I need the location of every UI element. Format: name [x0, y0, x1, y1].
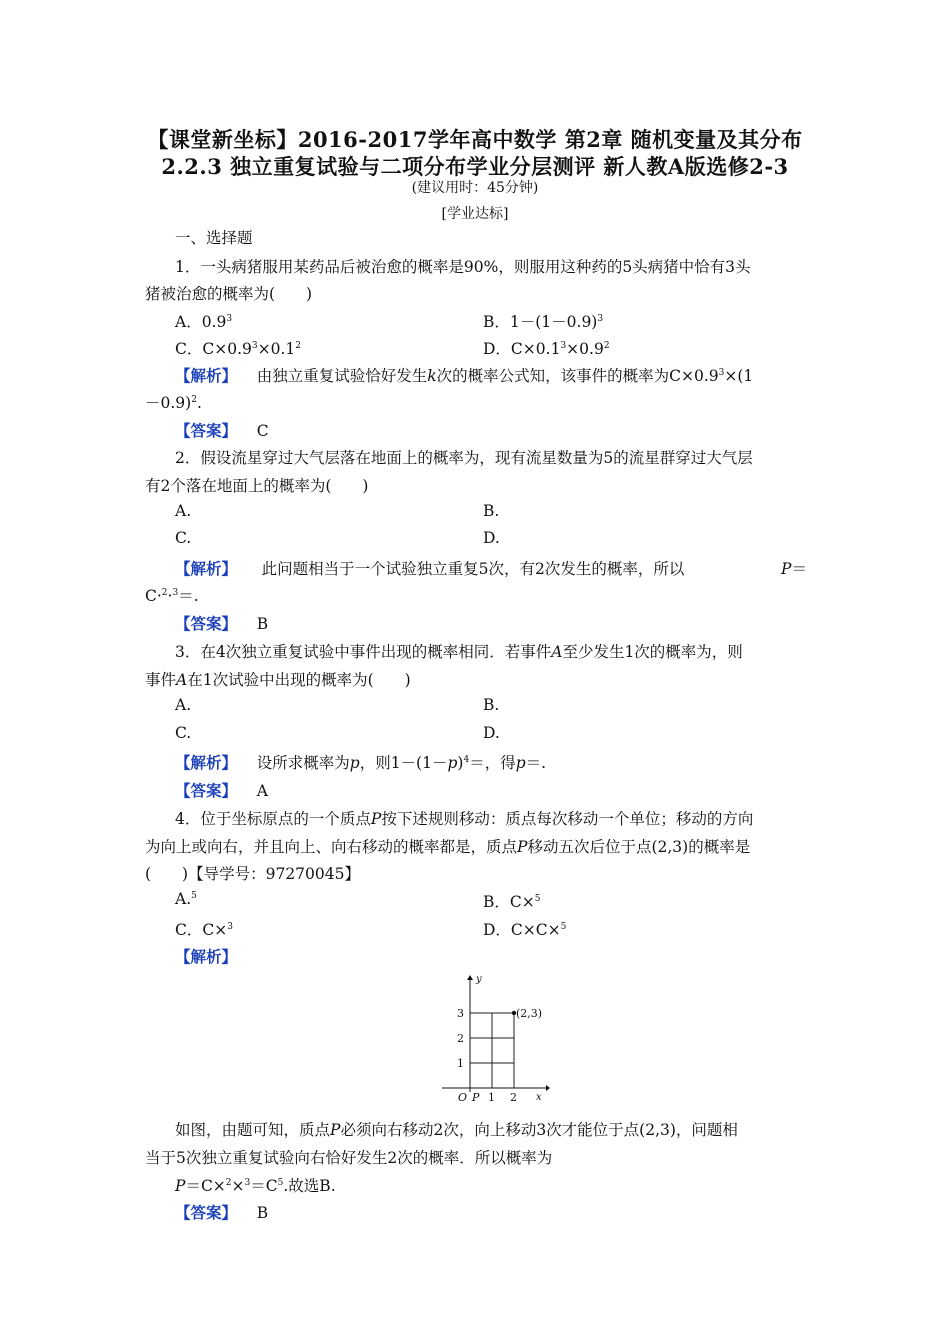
- x-axis-arrow-icon: [546, 1085, 550, 1091]
- y-axis-arrow-icon: [467, 975, 473, 980]
- q1-analysis: 【解析】 由独立重复试验恰好发生k次的概率公式知，该事件的概率为$C\times 0.9^3\times(1$: [175, 366, 754, 385]
- q3-analysis: 【解析】 设所求概率为p，则$1-(1-p)^4=$，得p＝.: [175, 753, 547, 772]
- grid-path-figure: [430, 972, 550, 1102]
- q1-option-a: A．$0.9^3$: [175, 313, 233, 331]
- q4-solution-line2: 当于5次独立重复试验向右恰好发生2次的概率．所以概率为: [145, 1149, 553, 1167]
- q4-option-b: B．C×$^5$: [483, 893, 541, 911]
- q3-option-c: C.: [175, 724, 192, 742]
- target-point-label: (2,3): [516, 1007, 543, 1020]
- level-heading: [学业达标]: [441, 206, 509, 222]
- q4-option-c: C．C×$^3$: [175, 921, 233, 939]
- q4-answer: 【答案】 B: [175, 1203, 269, 1222]
- point-p-label: P: [472, 1091, 480, 1102]
- y-tick-1: 1: [457, 1057, 464, 1070]
- answer-label: 【答案】: [175, 614, 238, 633]
- q4-option-d: D．C×C×$^5$: [483, 921, 567, 939]
- doc-title-line1: 【课堂新坐标】2016-2017学年高中数学 第2章 随机变量及其分布: [147, 127, 803, 152]
- answer-label: 【答案】: [175, 781, 238, 800]
- q2-stem-line2: 有2个落在地面上的概率为( ): [145, 477, 369, 495]
- q3-option-b: B.: [483, 696, 500, 714]
- q1-analysis-cont: －0.9)$^2$.: [145, 394, 202, 412]
- q1-option-b: B．$1-(1-0.9)^3$: [483, 313, 604, 331]
- q2-analysis-cont: C·$^2$·$^3$＝.: [145, 587, 199, 605]
- q4-stem-line1: 4．位于坐标原点的一个质点P按下述规则移动：质点每次移动一个单位；移动的方向: [175, 810, 754, 828]
- q3-option-d: D.: [483, 724, 500, 742]
- q1-option-d: D．$C\times 0.1^3\times 0.9^2$: [483, 340, 610, 358]
- q2-option-b: B.: [483, 502, 500, 520]
- path-grid: [470, 1013, 514, 1088]
- suggested-time: (建议用时：45分钟): [411, 180, 539, 196]
- q4-stem-line3: ( )【导学号：97270045】: [145, 865, 360, 883]
- x-tick-2: 2: [510, 1091, 517, 1102]
- origin-label: O: [458, 1091, 468, 1102]
- q2-option-c: C.: [175, 529, 192, 547]
- x-axis-label: x: [536, 1092, 542, 1102]
- q4-solution-line1: 如图，由题可知，质点P必须向右移动2次，向上移动3次才能位于点(2,3)，问题相: [175, 1121, 738, 1139]
- q1-stem-line2: 猪被治愈的概率为( ): [145, 285, 313, 303]
- q1-stem-line1: 1．一头病猪服用某药品后被治愈的概率是90%，则服用这种药的5头病猪中恰有3头: [175, 258, 751, 276]
- analysis-label: 【解析】: [175, 947, 238, 966]
- q2-answer: 【答案】 B: [175, 614, 269, 633]
- analysis-label: 【解析】: [175, 753, 238, 772]
- q4-stem-line2: 为向上或向右，并且向上、向右移动的概率都是，质点P移动五次后位于点(2,3)的概率是: [145, 838, 751, 856]
- y-axis-label: y: [476, 974, 482, 985]
- q2-stem-line1: 2．假设流星穿过大气层落在地面上的概率为，现有流星数量为5的流星群穿过大气层: [175, 449, 753, 467]
- q4-analysis-label: [175, 945, 237, 967]
- q1-answer: 【答案】 C: [175, 421, 269, 440]
- q3-stem-line1: 3．在4次独立重复试验中事件出现的概率相同．若事件A至少发生1次的概率为，则: [175, 643, 743, 661]
- q3-stem-line2: 事件A在1次试验中出现的概率为( ): [145, 671, 411, 689]
- q4-option-a: A.$^5$: [175, 890, 197, 908]
- answer-label: 【答案】: [175, 1203, 238, 1222]
- q4-solution-line3: $P=C\times^2\times^3=C^5$.故选B.: [175, 1177, 336, 1195]
- section-heading: 一、选择题: [175, 229, 253, 247]
- q3-answer: 【答案】 A: [175, 781, 268, 800]
- answer-label: 【答案】: [175, 421, 238, 440]
- q1-option-c: C．$C\times 0.9^3\times 0.1^2$: [175, 340, 301, 358]
- q2-option-a: A.: [175, 502, 192, 520]
- y-tick-2: 2: [457, 1032, 464, 1045]
- analysis-label: 【解析】: [175, 366, 238, 385]
- q2-option-d: D.: [483, 529, 500, 547]
- doc-title-line2: 2.2.3 独立重复试验与二项分布学业分层测评 新人教A版选修2-3: [161, 154, 789, 179]
- q3-option-a: A.: [175, 696, 192, 714]
- y-tick-3: 3: [457, 1007, 464, 1020]
- q2-analysis: 【解析】 此问题相当于一个试验独立重复5次，有2次发生的概率，所以 P＝: [175, 559, 807, 578]
- x-tick-1: 1: [488, 1091, 495, 1102]
- analysis-label: 【解析】: [175, 559, 238, 578]
